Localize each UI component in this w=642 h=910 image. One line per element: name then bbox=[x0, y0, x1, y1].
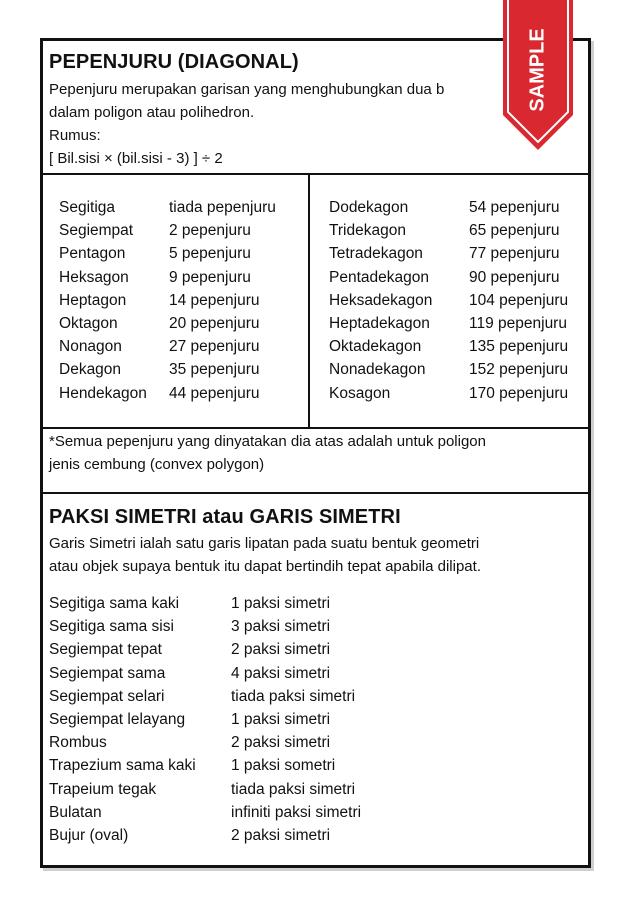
diagonal-right-shape-name: Heksadekagon bbox=[329, 291, 433, 309]
diagonal-description-line-1: Pepenjuru merupakan garisan yang menghubungkan dua b bbox=[49, 81, 445, 98]
symmetry-row bbox=[49, 731, 588, 754]
diagonal-list-right bbox=[329, 196, 589, 405]
diagonal-left-row bbox=[59, 289, 304, 312]
symmetry-shape-name: Trapeium tegak bbox=[49, 780, 157, 798]
diagonal-right-count: 90 pepenjuru bbox=[469, 268, 560, 286]
diagonal-left-row bbox=[59, 266, 304, 289]
diagonal-left-shape-name: Heksagon bbox=[59, 268, 129, 286]
diagonal-left-count: 5 pepenjuru bbox=[169, 245, 251, 263]
diagonal-right-row bbox=[329, 335, 589, 358]
diagonal-left-count: 14 pepenjuru bbox=[169, 291, 260, 309]
diagonal-right-shape-name: Tetradekagon bbox=[329, 245, 423, 263]
diagonal-right-shape-name: Nonadekagon bbox=[329, 361, 426, 379]
diagonal-left-row bbox=[59, 242, 304, 265]
diagonal-left-count: 44 pepenjuru bbox=[169, 384, 260, 402]
symmetry-count: 2 paksi simetri bbox=[231, 734, 331, 752]
diagonal-right-row bbox=[329, 358, 589, 381]
convex-note-line-1: *Semua pepenjuru yang dinyatakan dia atas adalah untuk poligon bbox=[49, 433, 486, 450]
diagonal-right-row bbox=[329, 242, 589, 265]
symmetry-count: 1 paksi simetri bbox=[231, 595, 331, 612]
symmetry-shape-name: Segitiga sama kaki bbox=[49, 595, 180, 612]
diagonal-right-shape-name: Pentadekagon bbox=[329, 268, 429, 286]
convex-note-section bbox=[43, 429, 588, 494]
diagonal-left-row bbox=[59, 196, 304, 219]
diagonal-list-left bbox=[59, 196, 304, 405]
diagonal-left-count: tiada pepenjuru bbox=[169, 199, 276, 216]
diagonal-left-shape-name: Oktagon bbox=[59, 314, 118, 332]
symmetry-count: 4 paksi simetri bbox=[231, 664, 331, 682]
diagonal-left-row bbox=[59, 382, 304, 405]
diagonal-left-shape-name: Hendekagon bbox=[59, 384, 147, 402]
symmetry-row bbox=[49, 638, 588, 661]
diagonal-right-count: 104 pepenjuru bbox=[469, 291, 569, 309]
diagonal-right-row bbox=[329, 312, 589, 335]
symmetry-row bbox=[49, 662, 588, 685]
diagonal-right-shape-name: Tridekagon bbox=[329, 222, 406, 240]
symmetry-count: 1 paksi sometri bbox=[231, 757, 336, 775]
diagonal-right-count: 119 pepenjuru bbox=[469, 314, 567, 332]
diagonal-right-count: 170 pepenjuru bbox=[469, 384, 569, 402]
diagonal-right-count: 77 pepenjuru bbox=[469, 245, 560, 263]
diagonal-left-count: 9 pepenjuru bbox=[169, 268, 251, 286]
diagonal-title: PEPENJURU (DIAGONAL) bbox=[49, 51, 299, 73]
symmetry-shape-name: Bujur (oval) bbox=[49, 826, 129, 844]
diagonal-right-shape-name: Oktadekagon bbox=[329, 338, 422, 356]
diagonal-right-row bbox=[329, 382, 589, 405]
symmetry-row bbox=[49, 615, 588, 638]
diagonal-left-count: 20 pepenjuru bbox=[169, 314, 260, 332]
symmetry-shape-name: Segiempat tepat bbox=[49, 641, 162, 659]
symmetry-row bbox=[49, 754, 588, 777]
diagonal-left-count: 35 pepenjuru bbox=[169, 361, 260, 379]
symmetry-count: infiniti paksi simetri bbox=[231, 803, 362, 821]
symmetry-shape-name: Rombus bbox=[49, 734, 107, 752]
symmetry-title: PAKSI SIMETRI atau GARIS SIMETRI bbox=[49, 506, 401, 528]
symmetry-shape-name: Segiempat selari bbox=[49, 687, 165, 705]
diagonal-right-shape-name: Heptadekagon bbox=[329, 314, 430, 332]
formula-text: [ Bil.sisi × (bil.sisi - 3) ] ÷ 2 bbox=[49, 150, 223, 167]
diagonal-left-row bbox=[59, 219, 304, 242]
symmetry-count: tiada paksi simetri bbox=[231, 687, 356, 705]
diagonal-left-count: 2 pepenjuru bbox=[169, 222, 251, 240]
diagonal-table bbox=[43, 175, 588, 429]
diagonal-right-shape-name: Dodekagon bbox=[329, 199, 409, 216]
symmetry-description-line-2: atau objek supaya bentuk itu dapat bertindih tepat apabila dilipat. bbox=[49, 558, 481, 575]
symmetry-row bbox=[49, 801, 588, 824]
symmetry-count: 1 paksi simetri bbox=[231, 710, 331, 728]
symmetry-description-line-1: Garis Simetri ialah satu garis lipatan pada suatu bentuk geometri bbox=[49, 535, 480, 552]
diagonal-left-count: 27 pepenjuru bbox=[169, 338, 260, 356]
diagonal-right-row bbox=[329, 196, 589, 219]
diagonal-left-shape-name: Segitiga bbox=[59, 199, 116, 216]
diagonal-left-row bbox=[59, 335, 304, 358]
ribbon-label: SAMPLE bbox=[526, 28, 549, 112]
diagonal-description-line-2: dalam poligon atau polihedron. bbox=[49, 104, 255, 121]
sample-ribbon bbox=[503, 0, 573, 150]
diagonal-left-row bbox=[59, 312, 304, 335]
symmetry-row bbox=[49, 592, 588, 615]
diagonal-right-shape-name: Kosagon bbox=[329, 384, 391, 402]
formula-label: Rumus: bbox=[49, 127, 101, 144]
diagonal-left-shape-name: Nonagon bbox=[59, 338, 122, 356]
symmetry-shape-name: Segiempat sama bbox=[49, 664, 166, 682]
symmetry-shape-name: Segiempat lelayang bbox=[49, 710, 186, 728]
diagonal-right-row bbox=[329, 289, 589, 312]
worksheet-card bbox=[40, 38, 591, 868]
symmetry-list bbox=[49, 592, 588, 847]
symmetry-count: tiada paksi simetri bbox=[231, 780, 356, 798]
diagonal-left-shape-name: Heptagon bbox=[59, 291, 127, 309]
symmetry-row bbox=[49, 708, 588, 731]
convex-note-line-2: jenis cembung (convex polygon) bbox=[49, 456, 265, 473]
diagonal-right-row bbox=[329, 219, 589, 242]
diagonal-left-shape-name: Dekagon bbox=[59, 361, 122, 379]
symmetry-count: 2 paksi simetri bbox=[231, 826, 331, 844]
diagonal-right-count: 54 pepenjuru bbox=[469, 199, 560, 216]
symmetry-section bbox=[43, 494, 588, 865]
diagonal-left-shape-name: Segiempat bbox=[59, 222, 134, 240]
diagonal-right-count: 152 pepenjuru bbox=[469, 361, 569, 379]
symmetry-count: 3 paksi simetri bbox=[231, 618, 331, 636]
column-divider bbox=[308, 175, 310, 427]
symmetry-count: 2 paksi simetri bbox=[231, 641, 331, 659]
symmetry-shape-name: Segitiga sama sisi bbox=[49, 618, 174, 636]
symmetry-row bbox=[49, 824, 588, 847]
diagonal-left-row bbox=[59, 358, 304, 381]
diagonal-right-count: 65 pepenjuru bbox=[469, 222, 560, 240]
symmetry-shape-name: Bulatan bbox=[49, 803, 102, 821]
diagonal-right-row bbox=[329, 266, 589, 289]
symmetry-row bbox=[49, 685, 588, 708]
diagonal-left-shape-name: Pentagon bbox=[59, 245, 126, 263]
symmetry-row bbox=[49, 778, 588, 801]
diagonal-right-count: 135 pepenjuru bbox=[469, 338, 569, 356]
symmetry-shape-name: Trapezium sama kaki bbox=[49, 757, 196, 775]
